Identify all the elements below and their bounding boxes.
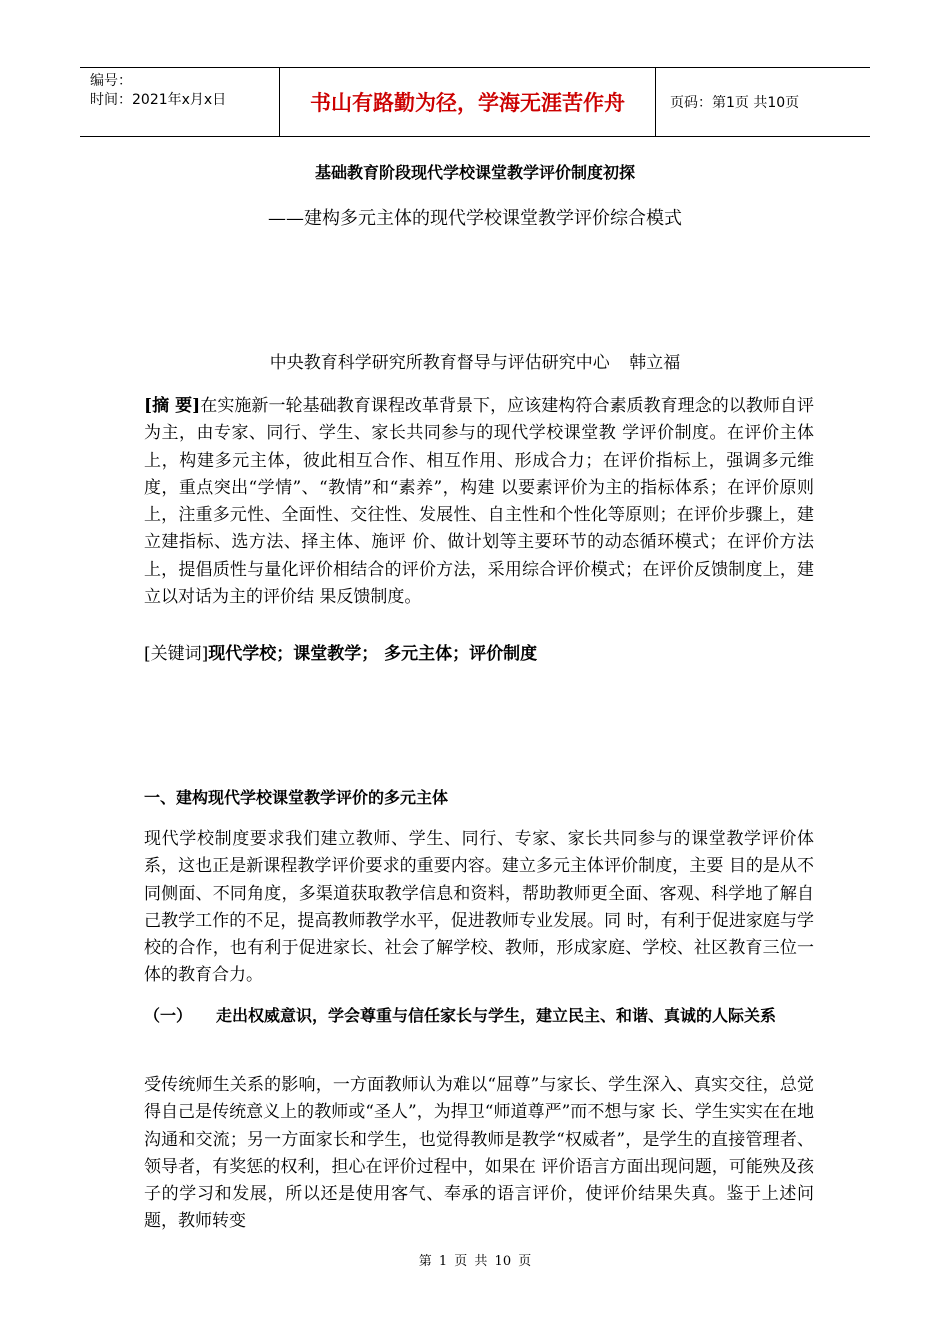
section-heading: 一、建构现代学校课堂教学评价的多元主体 — [144, 788, 449, 807]
keywords-text: 现代学校；课堂教学； 多元主体；评价制度 — [208, 644, 538, 664]
subsection-heading: （一） 走出权威意识，学会尊重与信任家长与学生，建立民主、和谐、真诚的人际关系 — [144, 1006, 777, 1025]
keywords-line — [144, 641, 814, 668]
subsection-paragraph: 受传统师生关系的影响，一方面教师认为难以“屈尊”与家长、学生深入、真实交往，总觉得自己是传统意义上的教师或“圣人”，为捍卫“师道尊严”而不想与家 长、学生实实在在地沟通和交流；另一方面家长和学生，也觉得教师是教学“权威者”，是学生的直接管理者、领导者，有奖惩的权利，担心在评价过程中，如果在 评价语言方面出现问题，可能殃及孩子的学习和发展，所以还是使用客气、奉承的语言评价，使评价结果失真。鉴于上述问题，教师转变 — [144, 1075, 814, 1232]
abstract-text: 在实施新一轮基础教育课程改革背景下，应该建构符合素质教育理念的以教师自评为主，由专家、同行、学生、家长共同参与的现代学校课堂教 学评价制度。在评价主体上，构建多元主体，彼此相互合作、相互作用、形成合力；在评价指标上，强调多元维度，重点突出“学情”、“教情”和“素养”，构建 以要素评价为主的指标体系；在评价原则上，注重多元性、全面性、交往性、发展性、自主性和个性化等原则；在评价步骤上，建立建指标、选方法、择主体、施评 价、做计划等主要环节的动态循环模式；在评价方法上，提倡质性与量化评价相结合的评价方法，采用综合评价模式；在评价反馈制度上，建立以对话为主的评价结 果反馈制度。 — [144, 396, 815, 608]
document-title: 基础教育阶段现代学校课堂教学评价制度初探 — [314, 163, 635, 182]
keywords-label: [关键词] — [144, 644, 209, 664]
document-subtitle: ——建构多元主体的现代学校课堂教学评价综合模式 — [268, 208, 682, 229]
page-footer: 第 1 页 共 10 页 — [418, 1254, 532, 1269]
time-label: 时间：2021年x月x日 — [90, 92, 227, 108]
section-paragraph: 现代学校制度要求我们建立教师、学生、同行、专家、家长共同参与的课堂教学评价体系，这也正是新课程教学评价要求的重要内容。建立多元主体评价制度，主要 目的是从不同侧面、不同角度，多渠道获取教学信息和资料，帮助教师更全面、客观、科学地了解自己教学工作的不足，提高教师教学水平，促进教师专业发展。同 时，有利于促进家庭与学校的合作，也有利于促进家长、社会了解学校、教师，形成家庭、学校、社区教育三位一体的教育合力。 — [144, 829, 814, 986]
code-label: 编号： — [90, 73, 132, 89]
abstract-paragraph — [144, 393, 814, 611]
abstract-tag: [摘 要] — [144, 396, 201, 416]
header-meta — [80, 68, 280, 136]
header-page-info: 页码：第1页 共10页 — [670, 95, 800, 111]
header-motto: 书山有路勤为径，学海无涯苦作舟 — [280, 68, 656, 136]
document-author: 中央教育科学研究所教育督导与评估研究中心 韩立福 — [269, 353, 681, 373]
header-table — [80, 67, 870, 137]
